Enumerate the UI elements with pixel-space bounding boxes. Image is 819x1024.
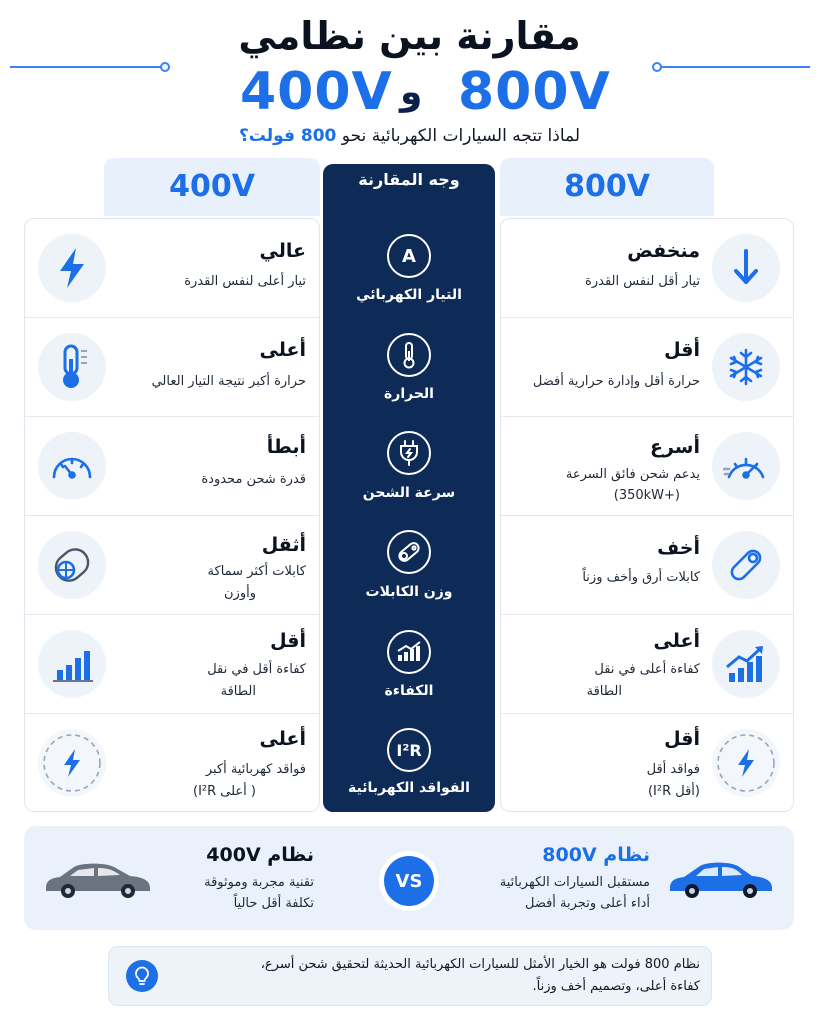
current-amp-icon: A	[387, 234, 431, 278]
criteria-header: وجه المقارنة	[358, 170, 460, 189]
divider	[25, 416, 319, 417]
value-desc: تيار أعلى لنفس القدرة	[184, 274, 306, 289]
system-800v-line: مستقبل السيارات الكهربائية	[499, 875, 650, 890]
efficiency-chart-icon	[387, 630, 431, 674]
divider	[501, 614, 793, 615]
value-title: أعلى	[259, 728, 306, 750]
header-and: و	[400, 72, 423, 113]
system-800v-line: أداء أعلى وتجربة أفضل	[524, 896, 650, 911]
thermometer-icon	[387, 333, 431, 377]
value-title: عالي	[259, 240, 306, 262]
value-title: أعلى	[259, 339, 306, 361]
value-desc: قدرة شحن محدودة	[201, 472, 306, 487]
header-dot-left	[160, 62, 170, 72]
criterion-label: الكفاءة	[384, 683, 434, 699]
summary-note-line: كفاءة أعلى، وتصميم أخف وزناً.	[532, 979, 700, 994]
speedometer-fast-icon	[712, 432, 780, 500]
value-desc: كفاءة أقل في نقل	[207, 662, 306, 677]
column-header-800v: 800V	[500, 158, 714, 216]
thick-cable-icon	[38, 531, 106, 599]
arrow-down-icon	[712, 234, 780, 302]
value-title: أعلى	[653, 630, 700, 652]
subtitle-text: لماذا تتجه السيارات الكهربائية نحو	[341, 126, 581, 146]
thin-cable-icon	[712, 531, 780, 599]
value-desc: (350kW+)	[613, 488, 680, 503]
divider	[25, 713, 319, 714]
value-title: أسرع	[650, 436, 700, 458]
value-desc: حرارة أقل وإدارة حرارية أفضل	[532, 374, 700, 389]
snowflake-icon	[712, 333, 780, 401]
charging-plug-icon	[387, 431, 431, 475]
system-400v-line: تقنية مجربة وموثوقة	[204, 875, 314, 890]
value-desc: حرارة أكبر نتيجة التيار العالي	[151, 374, 306, 389]
vs-badge: VS	[384, 856, 434, 906]
lightning-icon	[38, 234, 106, 302]
value-title: أقل	[270, 630, 306, 652]
lightning-circle-icon	[712, 729, 780, 797]
value-desc: وأوزن	[224, 586, 256, 601]
criterion-label: الفواقد الكهربائية	[348, 780, 470, 796]
value-title: أثقل	[261, 534, 306, 556]
divider	[501, 515, 793, 516]
system-400v-line: تكلفة أقل حالياً	[233, 896, 314, 911]
value-title: أقل	[664, 339, 700, 361]
header-400v: 400V	[240, 62, 393, 122]
criterion-label: التيار الكهربائي	[356, 287, 462, 303]
divider	[25, 614, 319, 615]
page-title: مقارنة بين نظامي	[238, 14, 581, 58]
value-title: منخفض	[627, 240, 700, 262]
criterion-label: الحرارة	[384, 386, 434, 402]
system-800v-title: نظام 800V	[542, 844, 650, 866]
divider	[501, 416, 793, 417]
value-desc: ( أعلى I²R)	[192, 784, 256, 799]
blue-car-icon	[666, 858, 776, 904]
lightning-circle-icon	[38, 729, 106, 797]
subtitle-highlight: 800 فولت؟	[238, 126, 337, 146]
value-desc: تيار أقل لنفس القدرة	[585, 274, 700, 289]
cable-icon	[387, 530, 431, 574]
criterion-label: وزن الكابلات	[365, 584, 453, 600]
divider	[25, 515, 319, 516]
value-desc: يدعم شحن فائق السرعة	[565, 467, 700, 482]
header-line-right	[660, 66, 810, 68]
value-title: أخف	[657, 537, 700, 559]
value-title: أقل	[664, 728, 700, 750]
criterion-label: سرعة الشحن	[362, 485, 456, 501]
system-400v-title: نظام 400V	[206, 844, 314, 866]
i2r-icon: I²R	[387, 728, 431, 772]
value-desc: الطاقة	[220, 684, 256, 699]
column-header-400v: 400V	[104, 158, 320, 216]
divider	[501, 317, 793, 318]
lightbulb-icon	[126, 960, 158, 992]
rising-chart-icon	[712, 630, 780, 698]
header-dot-right	[652, 62, 662, 72]
subtitle	[0, 126, 819, 146]
summary-note-line: نظام 800 فولت هو الخيار الأمثل للسيارات الكهربائية الحديثة لتحقيق شحن أسرع،	[260, 957, 700, 972]
header-800v: 800V	[458, 62, 611, 122]
value-title: أبطأ	[266, 436, 306, 458]
gray-car-icon	[42, 858, 154, 904]
thermometer-icon	[38, 333, 106, 401]
value-desc: فواقد كهربائية أكبر	[205, 762, 306, 777]
speedometer-slow-icon	[38, 432, 106, 500]
value-desc: (أقل I²R)	[647, 784, 700, 799]
divider	[25, 317, 319, 318]
header-line-left	[10, 66, 162, 68]
value-desc: كابلات أكثر سماكة	[207, 564, 306, 579]
value-desc: فواقد أقل	[646, 762, 700, 777]
divider	[501, 713, 793, 714]
value-desc: كفاءة أعلى في نقل	[594, 662, 700, 677]
bar-chart-icon	[38, 630, 106, 698]
value-desc: كابلات أرق وأخف وزناً	[582, 570, 700, 585]
value-desc: الطاقة	[586, 684, 622, 699]
